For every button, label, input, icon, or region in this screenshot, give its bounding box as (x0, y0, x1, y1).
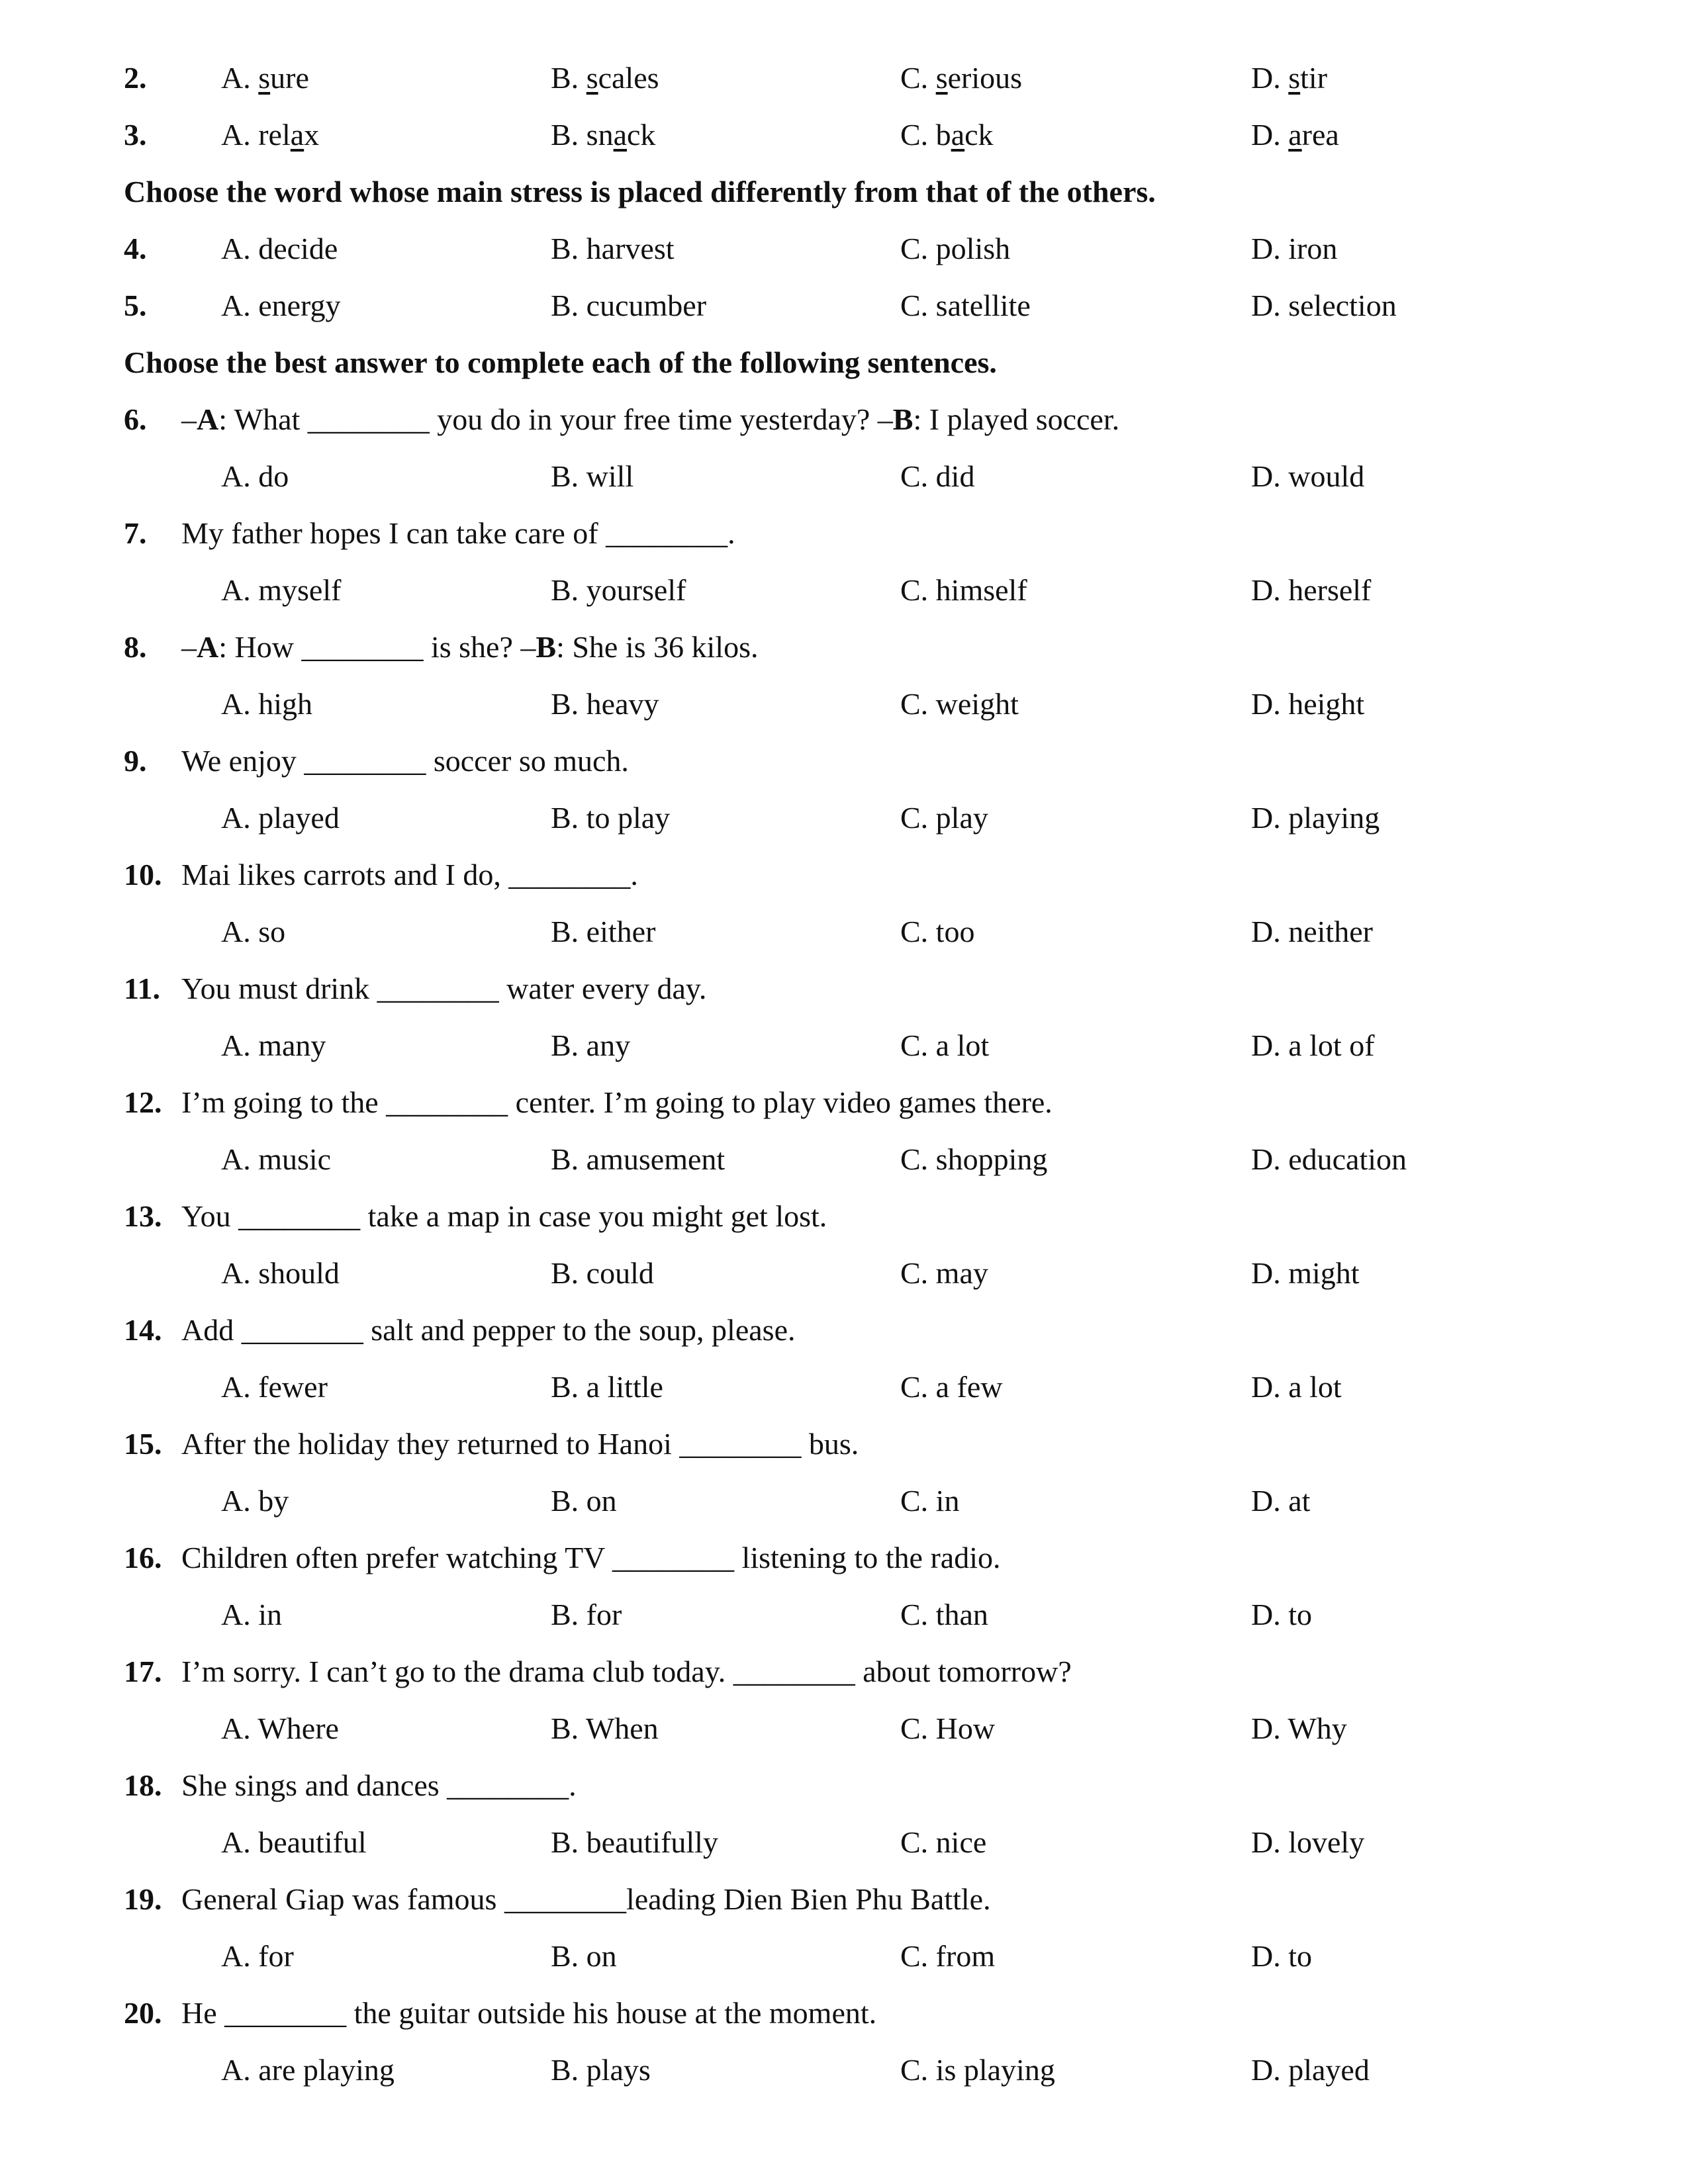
question-options (0, 905, 1688, 958)
question-number: 9. (124, 744, 147, 778)
question-stem: General Giap was famous ________leading Dien Bien Phu Battle. (181, 1882, 991, 1916)
question-stem: Add ________ salt and pepper to the soup, please. (181, 1313, 796, 1347)
question-number: 12. (124, 1085, 162, 1119)
question-3-row (0, 109, 1688, 161)
option-c[interactable]: C. than (900, 1598, 988, 1631)
question-5-row (0, 279, 1688, 332)
question-8-options (0, 678, 1688, 731)
option-d[interactable]: D. at (1251, 1484, 1311, 1518)
option-a[interactable]: A. should (221, 1256, 340, 1290)
option-d[interactable]: D. a lot (1251, 1370, 1342, 1404)
option-b[interactable]: B. yourself (551, 573, 686, 607)
question-6-options (0, 450, 1688, 503)
option-d[interactable]: D. lovely (1251, 1825, 1365, 1859)
option-d[interactable]: D. neither (1251, 915, 1373, 948)
question-number: 5. (124, 289, 147, 322)
question-number: 11. (124, 972, 160, 1005)
option-c[interactable]: C. polish (900, 232, 1011, 265)
option-c[interactable]: C. weight (900, 687, 1019, 721)
question-stem: –A: What ________ you do in your free time yesterday? –B: I played soccer. (181, 402, 1120, 436)
option-a[interactable]: A. relax (221, 118, 320, 152)
option-d[interactable]: D. to (1251, 1598, 1312, 1631)
option-b[interactable]: B. could (551, 1256, 654, 1290)
option-c[interactable]: C. serious (900, 61, 1023, 95)
option-b[interactable]: B. snack (551, 118, 656, 152)
question-number: 16. (124, 1541, 162, 1574)
option-b[interactable]: B. cucumber (551, 289, 707, 322)
option-c[interactable]: C. satellite (900, 289, 1031, 322)
question-options (0, 1019, 1688, 1072)
option-c[interactable]: C. is playing (900, 2053, 1055, 2087)
option-c[interactable]: C. from (900, 1939, 996, 1973)
question-stem: I’m sorry. I can’t go to the drama club today. ________ about tomorrow? (181, 1655, 1072, 1688)
question-stem: I’m going to the ________ center. I’m going to play video games there. (181, 1085, 1053, 1119)
question-options (0, 2044, 1688, 2097)
option-c[interactable]: C. may (900, 1256, 988, 1290)
option-a[interactable]: A. myself (221, 573, 342, 607)
option-a[interactable]: A. played (221, 801, 340, 835)
option-d[interactable]: D. played (1251, 2053, 1370, 2087)
option-b[interactable]: B. plays (551, 2053, 651, 2087)
option-d[interactable]: D. stir (1251, 61, 1328, 95)
option-d[interactable]: D. height (1251, 687, 1365, 721)
option-c[interactable]: C. shopping (900, 1142, 1048, 1176)
stress-section-heading-row (0, 165, 1688, 218)
option-c[interactable]: C. play (900, 801, 988, 835)
question-4-row (0, 222, 1688, 275)
option-a[interactable]: A. are playing (221, 2053, 395, 2087)
option-c[interactable]: C. How (900, 1711, 996, 1745)
option-a[interactable]: A. sure (221, 61, 309, 95)
option-d[interactable]: D. to (1251, 1939, 1312, 1973)
option-b[interactable]: B. will (551, 459, 634, 493)
question-stem: You ________ take a map in case you might get lost. (181, 1199, 827, 1233)
question-options (0, 1361, 1688, 1414)
question-options (0, 792, 1688, 844)
option-d[interactable]: D. playing (1251, 801, 1380, 835)
option-d[interactable]: D. iron (1251, 232, 1338, 265)
question-options (0, 1133, 1688, 1186)
option-c[interactable]: C. too (900, 915, 975, 948)
question-number: 17. (124, 1655, 162, 1688)
option-a[interactable]: A. by (221, 1484, 289, 1518)
option-d[interactable]: D. herself (1251, 573, 1372, 607)
question-number: 3. (124, 118, 147, 152)
option-c[interactable]: C. nice (900, 1825, 987, 1859)
option-a[interactable]: A. beautiful (221, 1825, 367, 1859)
question-stem: We enjoy ________ soccer so much. (181, 744, 629, 778)
option-a[interactable]: A. so (221, 915, 286, 948)
question-number: 8. (124, 630, 147, 664)
question-number: 14. (124, 1313, 162, 1347)
option-b[interactable]: B. on (551, 1484, 617, 1518)
question-number: 13. (124, 1199, 162, 1233)
option-b[interactable]: B. either (551, 915, 656, 948)
option-d[interactable]: D. education (1251, 1142, 1407, 1176)
option-a[interactable]: A. music (221, 1142, 332, 1176)
question-row (0, 1645, 1688, 1698)
option-a[interactable]: A. energy (221, 289, 341, 322)
question-number: 7. (124, 516, 147, 550)
question-number: 18. (124, 1768, 162, 1802)
question-stem: My father hopes I can take care of ________. (181, 516, 735, 550)
question-stem: After the holiday they returned to Hanoi ________ bus. (181, 1427, 859, 1461)
option-c[interactable]: C. did (900, 459, 975, 493)
option-a[interactable]: A. many (221, 1028, 326, 1062)
question-row (0, 1418, 1688, 1471)
option-c[interactable]: C. a lot (900, 1028, 990, 1062)
question-stem: She sings and dances ________. (181, 1768, 577, 1802)
option-b[interactable]: B. When (551, 1711, 659, 1745)
option-a[interactable]: A. fewer (221, 1370, 328, 1404)
option-a[interactable]: A. decide (221, 232, 338, 265)
question-stem: You must drink ________ water every day. (181, 972, 707, 1005)
question-2-row (0, 52, 1688, 105)
option-d[interactable]: D. Why (1251, 1711, 1347, 1745)
question-stem: –A: How ________ is she? –B: She is 36 kilos. (181, 630, 759, 664)
question-options (0, 1588, 1688, 1641)
question-options (0, 1247, 1688, 1300)
option-d[interactable]: D. area (1251, 118, 1339, 152)
option-a[interactable]: A. in (221, 1598, 282, 1631)
question-row (0, 1531, 1688, 1584)
question-row (0, 848, 1688, 901)
option-b[interactable]: B. for (551, 1598, 622, 1631)
option-b[interactable]: B. amusement (551, 1142, 726, 1176)
option-a[interactable]: A. do (221, 459, 289, 493)
option-a[interactable]: A. Where (221, 1711, 339, 1745)
question-number: 4. (124, 232, 147, 265)
question-options (0, 1816, 1688, 1869)
option-c[interactable]: C. a few (900, 1370, 1003, 1404)
question-number: 20. (124, 1996, 162, 2030)
option-b[interactable]: B. on (551, 1939, 617, 1973)
option-b[interactable]: B. scales (551, 61, 659, 95)
question-row (0, 1987, 1688, 2040)
question-options (0, 1702, 1688, 1755)
option-b[interactable]: B. beautifully (551, 1825, 718, 1859)
option-b[interactable]: B. to play (551, 801, 671, 835)
question-row (0, 1190, 1688, 1243)
question-row (0, 735, 1688, 788)
option-c[interactable]: C. himself (900, 573, 1027, 607)
option-b[interactable]: B. a little (551, 1370, 663, 1404)
option-c[interactable]: C. in (900, 1484, 960, 1518)
question-row (0, 962, 1688, 1015)
question-stem: Children often prefer watching TV ________ listening to the radio. (181, 1541, 1001, 1574)
question-stem: He ________ the guitar outside his house at the moment. (181, 1996, 877, 2030)
question-number: 15. (124, 1427, 162, 1461)
question-options (0, 1475, 1688, 1527)
option-d[interactable]: D. would (1251, 459, 1365, 493)
question-row (0, 1304, 1688, 1357)
question-row (0, 1873, 1688, 1926)
question-number: 19. (124, 1882, 162, 1916)
option-b[interactable]: B. harvest (551, 232, 675, 265)
question-stem: Mai likes carrots and I do, ________. (181, 858, 638, 891)
question-8-row (0, 621, 1688, 674)
question-7-row (0, 507, 1688, 560)
section-heading: Choose the word whose main stress is placed differently from that of the others. (124, 175, 1156, 208)
option-c[interactable]: C. back (900, 118, 994, 152)
mc-section-heading-row (0, 336, 1688, 389)
question-number: 6. (124, 402, 147, 436)
option-d[interactable]: D. selection (1251, 289, 1397, 322)
question-row (0, 1076, 1688, 1129)
question-options (0, 1930, 1688, 1983)
question-row (0, 1759, 1688, 1812)
option-a[interactable]: A. high (221, 687, 312, 721)
option-d[interactable]: D. a lot of (1251, 1028, 1375, 1062)
option-a[interactable]: A. for (221, 1939, 294, 1973)
option-d[interactable]: D. might (1251, 1256, 1360, 1290)
question-7-options (0, 564, 1688, 617)
option-b[interactable]: B. any (551, 1028, 631, 1062)
option-b[interactable]: B. heavy (551, 687, 659, 721)
section-heading: Choose the best answer to complete each of the following sentences. (124, 345, 997, 379)
question-number: 2. (124, 61, 147, 95)
question-number: 10. (124, 858, 162, 891)
question-6-row (0, 393, 1688, 446)
